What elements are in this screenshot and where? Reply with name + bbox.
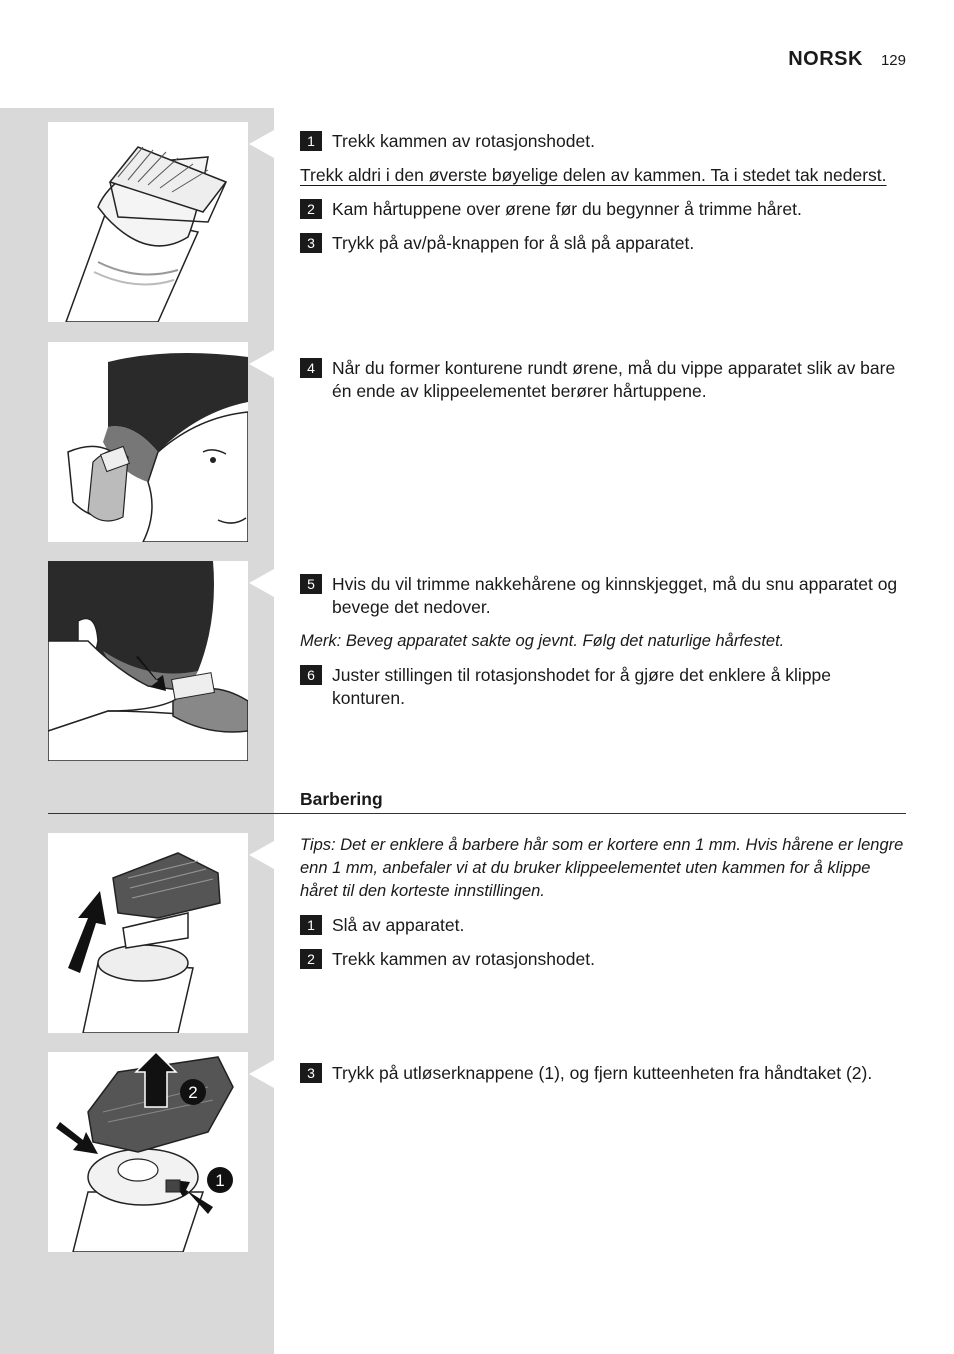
step-number: 2: [300, 199, 322, 219]
step-text: Slå av apparatet.: [332, 915, 465, 935]
step-number: 6: [300, 665, 322, 685]
step-text: Juster stillingen til rotasjonshodet for å gjøre det enklere å klippe konturen.: [332, 665, 832, 708]
illustration-remove-comb-shave: [48, 833, 248, 1033]
step-item: [300, 232, 906, 255]
step-item: [300, 1062, 906, 1085]
step-item: [300, 198, 906, 221]
text-block-4: [300, 834, 906, 982]
panel-notch: [249, 130, 274, 158]
step-text: Trekk kammen av rotasjonshodet.: [332, 131, 595, 151]
step-item: [300, 914, 906, 937]
text-block-5: [300, 1062, 906, 1096]
illustration-ear-contour: [48, 342, 248, 542]
illustration-remove-comb: [48, 122, 248, 322]
step-item: [300, 573, 906, 619]
text-block-2: [300, 357, 906, 414]
step-item: [300, 357, 906, 403]
step-number: 3: [300, 233, 322, 253]
head-ear-trimming-drawing: [48, 342, 248, 542]
step-text: Når du former konturene rundt ørene, må du vippe apparatet slik av bare én ende av klippeelementet berører hårtuppene.: [332, 358, 896, 401]
illustration-remove-cutting-unit: [48, 1052, 248, 1252]
text-block-1: [300, 130, 906, 266]
warning-text: Trekk aldri i den øverste bøyelige delen av kammen. Ta i stedet tak nederst.: [300, 165, 887, 185]
panel-notch: [249, 350, 274, 378]
text-block-3: [300, 573, 906, 721]
step-text: Kam hårtuppene over ørene før du begynner å trimme håret.: [332, 199, 802, 219]
neck-trimming-drawing: [48, 561, 248, 761]
section-heading: Barbering: [300, 789, 383, 809]
step-number: 1: [300, 915, 322, 935]
callout-2: 2: [188, 1083, 198, 1102]
step-text: Trykk på av/på-knappen for å slå på apparatet.: [332, 233, 695, 253]
step-number: 2: [300, 949, 322, 969]
step-item: [300, 948, 906, 971]
panel-notch: [249, 1060, 274, 1088]
note-text: Merk: Beveg apparatet sakte og jevnt. Følg det naturlige hårfestet.: [300, 632, 785, 650]
step-item: [300, 664, 906, 710]
step-number: 4: [300, 358, 322, 378]
language-label: NORSK: [788, 48, 863, 70]
step-text: Trekk kammen av rotasjonshodet.: [332, 949, 595, 969]
step-number: 5: [300, 574, 322, 594]
panel-notch: [249, 569, 274, 597]
tips-text: Tips: Det er enklere å barbere hår som er kortere enn 1 mm. Hvis hårene er lengre enn 1 mm, anbefaler vi at du bruker klippeelementet uten kammen for å klippe håret til den korteste innstillingen.: [300, 836, 904, 900]
illustration-neckline: [48, 561, 248, 761]
panel-notch: [249, 841, 274, 869]
page-number: 129: [880, 52, 906, 69]
step-number: 3: [300, 1063, 322, 1083]
trimmer-comb-removed-drawing: [48, 833, 248, 1033]
section-divider: [48, 813, 906, 814]
trimmer-with-comb-drawing: [48, 122, 248, 322]
page-header: [788, 48, 906, 71]
step-text: Trykk på utløserknappene (1), og fjern kutteenheten fra håndtaket (2).: [332, 1063, 873, 1083]
step-item: [300, 130, 906, 153]
step-number: 1: [300, 131, 322, 151]
cutting-unit-release-drawing: [48, 1052, 248, 1252]
step-text: Hvis du vil trimme nakkehårene og kinnskjegget, må du snu apparatet og bevege det nedover.: [332, 574, 898, 617]
callout-1: 1: [215, 1171, 225, 1190]
